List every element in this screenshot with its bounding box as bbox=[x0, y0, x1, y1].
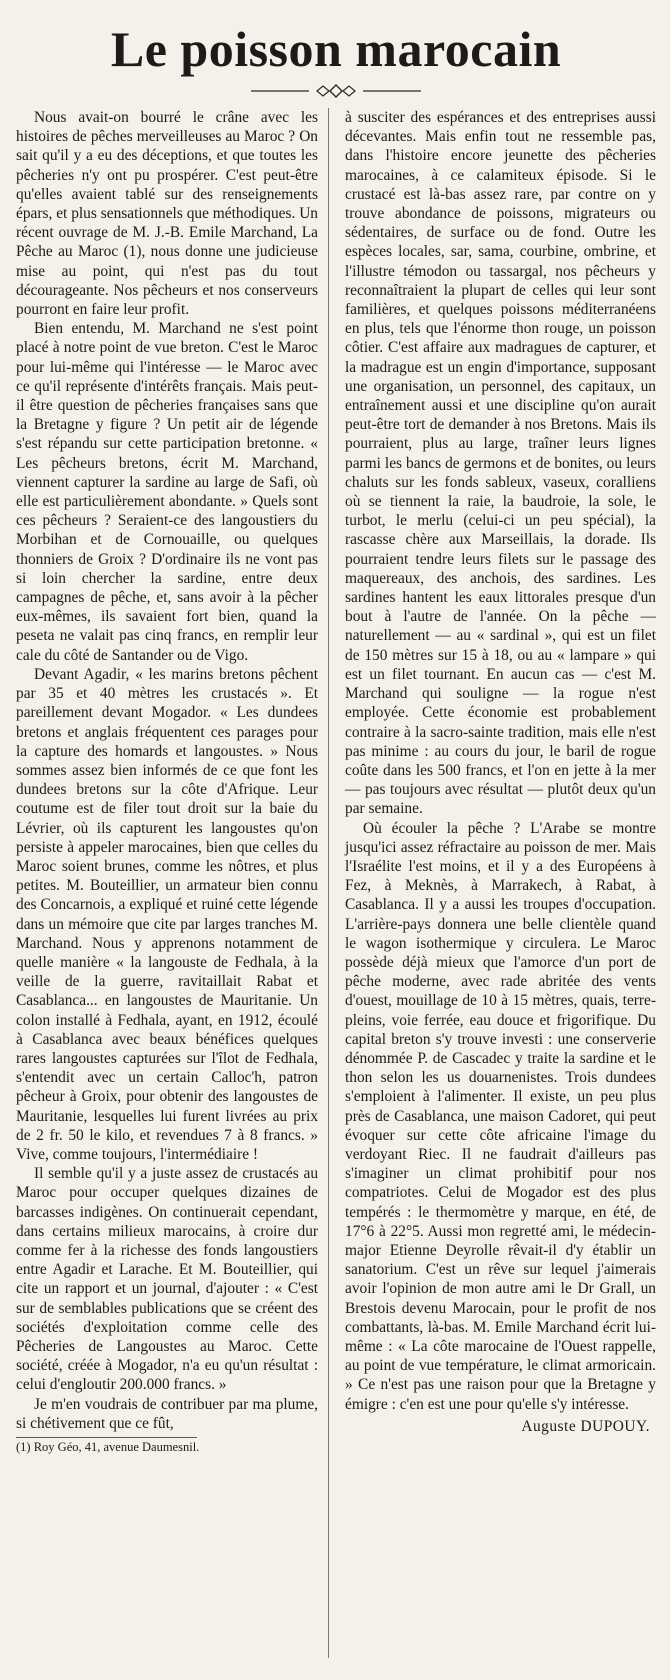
article-columns bbox=[16, 108, 656, 1658]
article-paragraph: Bien entendu, M. Marchand ne s'est point placé à notre point de vue breton. C'est le Maroc pour lui-même qui l'intéresse — le Maroc avec ce qu'il représente d'intérêts français. Mais peut-il être question de pêcheries françaises sans que la Bretagne y figure ? Un petit air de légende s'est répandu sur cette participation bretonne. « Les pêcheurs bretons, écrit M. Marchand, viennent capturer la sardine au large de Safi, où elle est particulièrement abondante. » Quels sont ces pêcheurs ? Seraient-ce des langoustiers du Morbihan et de Cornouaille, ou quelques thonniers de Groix ? D'ordinaire ils ne vont pas si loin chercher la sardine, entre deux campagnes de pêche, et, sans avoir à la pêcher eux-mêmes, ils savaient fort bien, quand la peseta ne valait pas cinq francs, en remplir leur cale du côté de Santander ou de Vigo. bbox=[16, 320, 319, 664]
left-column bbox=[16, 108, 329, 1658]
article-paragraph: Nous avait-on bourré le crâne avec les histoires de pêches merveilleuses au Maroc ? On sait qu'il y a eu des déceptions, et que toutes les pêcheries n'y ont pu prospérer. C'est peut-être qu'elles avaient tablé sur des renseignements épars, et plus sensationnels que méthodiques. Un récent ouvrage de M. J.-B. Emile Marchand, La Pêche au Maroc (1), nous donne une judicieuse mise au point, qui n'est pas du tout décourageante. Nos pêcheurs et nos conserveurs pourront en faire leur profit. bbox=[16, 109, 319, 319]
article-paragraph: Je m'en voudrais de contribuer par ma plume, si chétivement que ce fût, bbox=[16, 1395, 319, 1432]
article-paragraph: à susciter des espérances et des entreprises aussi décevantes. Mais enfin tout ne ressemble pas, dans l'histoire encore jeunette des pêcheries marocaines, à ce calamiteux épisode. Si le crustacé est là-bas assez rare, par contre on y trouve abondance de poissons, migrateurs ou sédentaires, de surface ou de fond. Outre les espèces locales, sar, sama, courbine, ombrine, et l'illustre témodon ou tassargal, nos pêcheurs y reconnaîtraient la plupart de celles qui leur sont familières, et quelques poissons méditerranéens en plus, tels que l'énorme thon rouge, un poisson côtier. C'est affaire aux madragues de capturer, et la madrague est un engin d'importance, supposant une organisation, un personnel, des capitaux, un entraînement aussi et une discipline qu'on aurait peut-être tort de demander à nos Bretons. Mais ils pourraient, plus au large, traîner leurs lignes parmi les bancs de germons et de bonites, ou leurs chaluts sur les fonds sableux, vaseux, coralliens où se tiennent la raie, la baudroie, la sole, le turbot, le merlu (celui-ci un peu spécial), la rascasse chère aux Marseillais, la dorade. Ils pourraient tendre leurs filets sur le passage des maquereaux, des anchois, des sardines. Les sardines hantent les eaux littorales presque d'un bout à l'autre de l'année. On la pêche — naturellement — au « sardinal », qui est un filet de 150 mètres sur 15 à 18, ou au « lampare » qui est un filet tournant. En aucun cas — c'est M. Marchand qui souligne — la rogue n'est employée. Cette économie est probablement contraire à la sacro-sainte tradition, mais elle n'est pas minime : au cours du jour, le baril de rogue coûte dans les 500 francs, et l'on en jette à la mer — pas toujours avec résultat — plutôt deux qu'un par semaine. bbox=[345, 109, 656, 818]
article-paragraph: Il semble qu'il y a juste assez de crustacés au Maroc pour occuper quelques dizaines de barcasses indigènes. On continuerait cependant, dans certains milieux marocains, à croire dur comme fer à la richesse des fonds langoustiers entre Agadir et Larache. Et M. Bouteillier, qui cite un rapport et un journal, d'ajouter : « C'est sur de semblables publications que se créent des sociétés d'exploitation comme celle des Pêcheries de Langoustes au Maroc. Cette société, créée à Mogador, n'a eu qu'un résultat : celui d'engloutir 200.000 francs. » bbox=[16, 1165, 319, 1394]
right-column bbox=[343, 108, 656, 1658]
article-title: Le poisson marocain bbox=[110, 21, 562, 77]
diamond-flourish-icon bbox=[251, 84, 421, 98]
article-paragraph: Où écouler la pêche ? L'Arabe se montre jusqu'ici assez réfractaire au poisson de mer. Mais l'Israélite l'est moins, et il y a des Européens à Fez, à Meknès, à Marrakech, à Rabat, à Casablanca. Il y a aussi les troupes d'occupation. L'arrière-pays donnera une belle clientèle quand le wagon isothermique y circulera. Le Maroc possède déjà mieux que l'amorce d'un port de pêche moderne, avec rade abritée des vents d'ouest, mouillage de 10 à 15 mètres, quais, terre-pleins, voie ferrée, eau douce et frigorifique. Du capital breton s'y trouve investi : une conserverie dénommée P. de Cascadec y traite la sardine et le thon selon les us douarnenistes. Trois dundees s'emploient à l'alimenter. Il existe, un peu plus près de Casablanca, une maison Cadoret, qui peut évoquer sur cette côte africaine l'image du verdoyant Riec. Il ne faudrait d'ailleurs pas s'imaginer un climat prohibitif pour nos compatriotes. Celui de Mogador est des plus tempérés : le thermomètre y marque, en été, de 17°6 à 22°5. Aussi mon regretté ami, le médecin-major Etienne Deyrolle rêvait-il d'y établir un sanatorium. C'est un rêve sur lequel j'aimerais avoir l'opinion de mon autre ami le Dr Grall, un Brestois devenu Marocain, pour le profit de nos combattants, là-bas. M. Emile Marchand écrit lui-même : « La côte marocaine de l'Ouest rappelle, au point de vue température, le climat armoricain. » Ce n'est pas une raison pour que la Bretagne y émigre : c'en est une pour qu'elle s'y intéresse. bbox=[345, 819, 656, 1413]
article-paragraph: Devant Agadir, « les marins bretons pêchent par 35 et 40 mètres les crustacés ». Et pareillement devant Mogador. « Les dundees bretons et anglais fréquentent ces parages pour la capture des homards et langoustes. » Nous sommes assez bien informés de ce que font les dundees bretons sur la côte d'Afrique. Leur coutume est de filer tout droit sur la baie du Lévrier, où ils capturent les langoustes qu'on persiste à appeler marocaines, bien que celles du Maroc soient brunes, comme les nôtres, et plus petites. M. Bouteillier, un armateur bien connu des Concarnois, a expliqué et ruiné cette légende dans un mémoire que cite par larges tranches M. Marchand. Nous y apprenons notamment de quelle manière « la langouste de Fedhala, à la veille de la guerre, ravitaillait Rabat et Casablanca... en langoustes de Mauritanie. Un colon installé à Fedhala, ayant, en 1912, écoulé à Casablanca avec beaux bénéfices quelques rares langoustes capturées sur l'îlot de Fedhala, s'entendit avec un certain Calloc'h, patron pêcheur à Groix, pour obtenir des langoustes de Mauritanie, lesquelles lui furent livrées au prix de 2 fr. 50 le kilo, et revendues 7 à 8 francs. » Vive, comme toujours, l'intermédiaire ! bbox=[16, 665, 319, 1163]
footnote-divider bbox=[16, 1437, 197, 1438]
footnote: (1) Roy Géo, 41, avenue Daumesnil. bbox=[16, 1440, 200, 1455]
author-signature: Auguste DUPOUY. bbox=[521, 1417, 650, 1435]
